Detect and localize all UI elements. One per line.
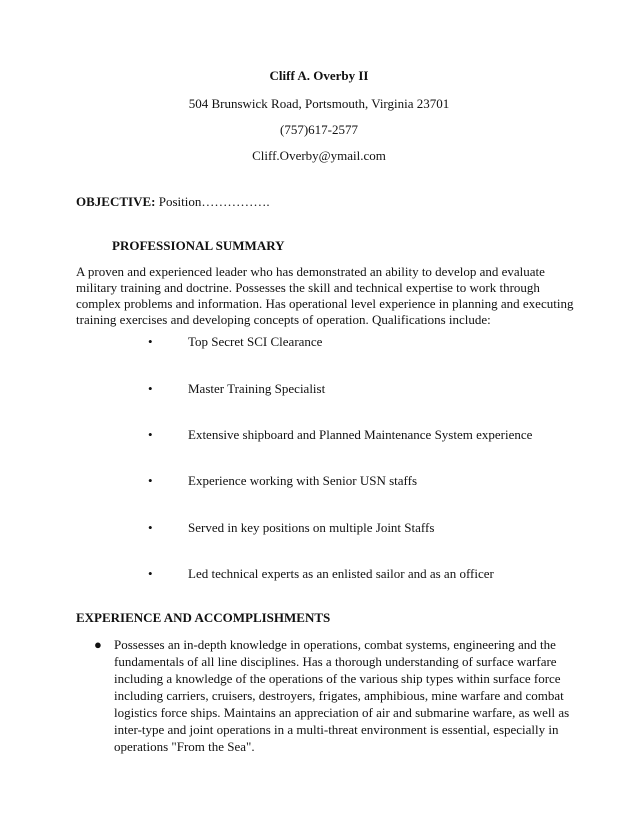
objective-label: OBJECTIVE: bbox=[76, 194, 156, 209]
summary-line: complex problems and information. Has operational level experience in planning and executing bbox=[76, 296, 574, 311]
bullet-icon: • bbox=[148, 473, 153, 488]
candidate-name: Cliff A. Overby II bbox=[269, 68, 369, 83]
bullet-icon: ● bbox=[94, 637, 102, 652]
experience-line: inter-type and joint operations in a multi-threat environment is essential, especially in bbox=[114, 722, 559, 737]
experience-line: logistics force ships. Maintains an appreciation of air and submarine warfare, as well as bbox=[114, 705, 570, 720]
qualification-text: Extensive shipboard and Planned Maintenance System experience bbox=[188, 427, 533, 442]
qualification-text: Led technical experts as an enlisted sailor and as an officer bbox=[188, 566, 494, 581]
experience-text bbox=[114, 636, 569, 755]
candidate-phone: (757)617-2577 bbox=[280, 122, 358, 137]
candidate-address: 504 Brunswick Road, Portsmouth, Virginia 23701 bbox=[188, 96, 450, 111]
experience-line: Possesses an in-depth knowledge in operations, combat systems, engineering and the bbox=[114, 637, 556, 652]
bullet-icon: • bbox=[148, 520, 153, 535]
summary-line: military training and doctrine. Possesses the skill and technical expertise to work through bbox=[76, 280, 540, 295]
qualification-text: Master Training Specialist bbox=[188, 381, 326, 396]
experience-line: operations "From the Sea". bbox=[114, 739, 255, 754]
summary-line: training exercises and developing concepts of operation. Qualifications include: bbox=[76, 312, 491, 327]
experience-heading: EXPERIENCE AND ACCOMPLISHMENTS bbox=[76, 610, 331, 625]
bullet-icon: • bbox=[148, 566, 153, 581]
summary-paragraph bbox=[76, 264, 574, 328]
experience-line: fundamentals of all line disciplines. Has a thorough understanding of surface warfare bbox=[114, 654, 557, 669]
objective-value: Position……………. bbox=[158, 194, 270, 209]
summary-line: A proven and experienced leader who has demonstrated an ability to develop and evaluate bbox=[76, 264, 545, 279]
bullet-icon: • bbox=[148, 427, 153, 442]
candidate-email: Cliff.Overby@ymail.com bbox=[252, 148, 386, 163]
bullet-icon: • bbox=[148, 381, 153, 396]
qualification-text: Served in key positions on multiple Joint Staffs bbox=[188, 520, 435, 535]
experience-line: including carriers, cruisers, destroyers, frigates, amphibious, mine warfare and combat bbox=[114, 688, 564, 703]
qualification-text: Top Secret SCI Clearance bbox=[188, 334, 323, 349]
experience-line: including a knowledge of the operations of the various ship types within surface force bbox=[114, 671, 561, 686]
bullet-icon: • bbox=[148, 334, 153, 349]
objective-section bbox=[76, 194, 270, 210]
summary-heading: PROFESSIONAL SUMMARY bbox=[112, 238, 285, 253]
qualification-text: Experience working with Senior USN staffs bbox=[188, 473, 418, 488]
